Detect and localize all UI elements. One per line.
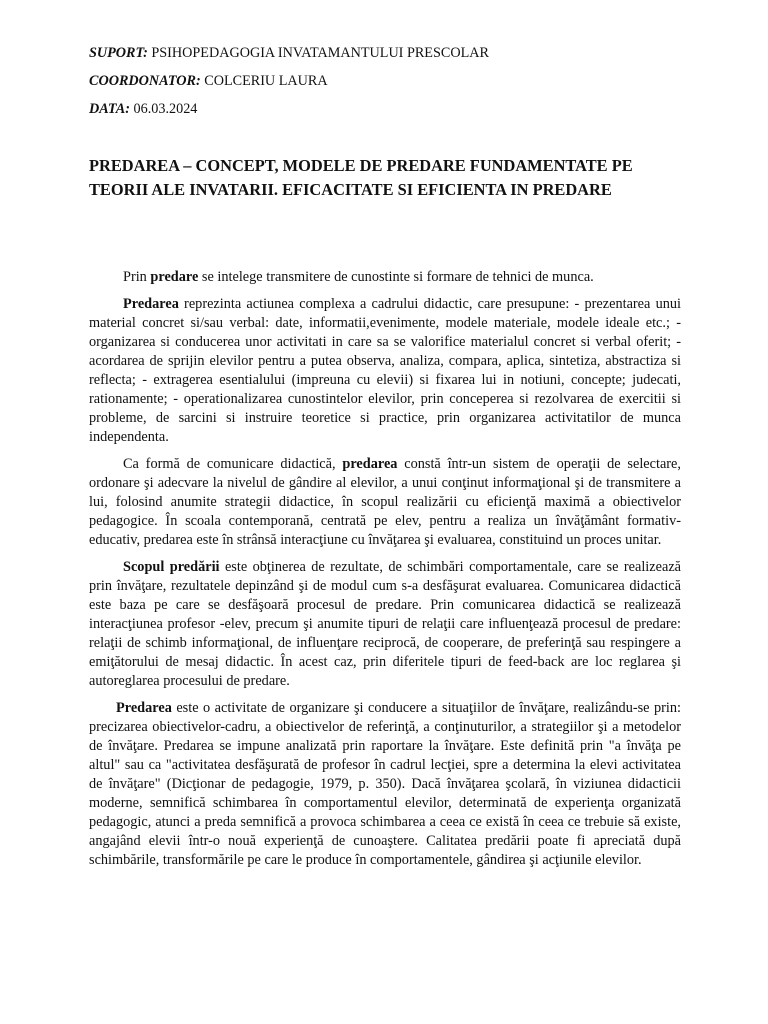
date-label: DATA: — [89, 101, 130, 117]
coordonator-line — [89, 72, 328, 90]
paragraph-3-intro: Ca formă de comunicare didactică, — [123, 456, 343, 472]
document-body — [89, 268, 681, 878]
paragraph-4-text: este obţinerea de rezultate, de schimbări comportamentale, care se realizează prin învăţare, rezultatele depinzând şi de modul cum s-a desfăşurat evaluarea. Comunicarea didactică este baza pe care se desfăşoară procesul de predare. Prin comunicarea didactică se realizează interacţiunea profesor -elev, precum şi anumite tipuri de relaţii care influenţează procesul de predare: relaţii de schimb informaţional, de influenţare reciprocă, de cooperare, de preferinţă sau respingere a emiţătorului de mesaj didactic. În acest caz, prin diferitele tipuri de feed-back are loc reglarea şi autoreglarea procesului de predare. — [89, 559, 682, 689]
paragraph-3 — [89, 455, 681, 550]
paragraph-1-keyword: predare — [150, 269, 199, 285]
suport-label: SUPORT: — [89, 45, 148, 61]
paragraph-1-intro: Prin — [123, 269, 151, 285]
paragraph-2-text: reprezinta actiunea complexa a cadrului didactic, care presupune: - prezentarea unui material concret si/sau verbal: date, informatii,evenimente, modele materiale, modele ideale etc.; - organizarea si conducerea unor activitati in care sa se valorifice materialul concret si verbal oferit; - acordarea de sprijin elevilor pentru a putea observa, analiza, compara, aplica, sintetiza, abstractiza si reflecta; - extragerea esentialului (impreuna cu elevii) si fixarea lui in notiuni, concepte; judecati, rationamente; - operationalizarea cunostintelor elevilor, prin conceperea si rezolvarea de exercitii si probleme, de sarcini si instruire teoretice si practice, prin organizarea activitatilor de munca independenta. — [89, 296, 681, 445]
coordonator-value: COLCERIU LAURA — [200, 73, 328, 89]
paragraph-5 — [89, 699, 681, 870]
document-title: PREDAREA – CONCEPT, MODELE DE PREDARE FUNDAMENTATE PE TEORII ALE INVATARII. EFICACITATE SI EFICIENTA IN PREDARE — [89, 156, 633, 199]
paragraph-5-text: este o activitate de organizare şi conducere a situaţiilor de învăţare, realizându-se prin: precizarea obiectivelor-cadru, a obiectivelor de referinţă, a conţinuturilor, a strategiilor şi a metodelor de învăţare. Predarea se impune analizată prin raportare la învăţare. Este definită prin "a învăţa pe altul" sau ca "activitatea desfăşurată de profesor în cadrul lecţiei, spre a determina la elevi activitatea de învăţare" (Dicţionar de pedagogie, 1979, p. 350). Dacă învăţarea şcolară, în viziunea didacticii moderne, semnifică schimbarea în comportamentul elevilor, determinată de experienţa organizată pedagogic, atunci a preda semnifică a provoca schimbarea a ceea ce există în ceea ce trebuie să existe, angajând elevii într-o nouă experienţă de cunoaştere. Calitatea predării poate fi apreciată după schimbările, transformările pe care le produce în comportamentele, gândirea şi acţiunile elevilor. — [89, 700, 681, 868]
paragraph-2-keyword: Predarea — [123, 296, 179, 312]
date-line — [89, 100, 197, 118]
paragraph-1-text: se intelege transmitere de cunostinte si formare de tehnici de munca. — [198, 269, 594, 285]
paragraph-1 — [89, 268, 681, 287]
suport-value: PSIHOPEDAGOGIA INVATAMANTULUI PRESCOLAR — [147, 45, 489, 61]
paragraph-3-keyword: predarea — [342, 456, 398, 472]
paragraph-3-text: constă într-un sistem de operaţii de selectare, ordonare şi adecvare la nivelul de gândire al elevilor, a unui conţinut informaţional şi de transmitere a lui, folosind anumite strategii didactice, în scopul realizării cu eficienţă maximă a obiectivelor pedagogice. În scoala contemporană, centrată pe elev, pentru a realiza un învăţământ formativ-educativ, predarea este în strânsă interacţiune cu învăţarea şi evaluarea, constituind un proces unitar. — [89, 456, 681, 548]
coordonator-label: COORDONATOR: — [89, 73, 201, 89]
date-value: 06.03.2024 — [130, 101, 198, 117]
paragraph-5-keyword: Predarea — [116, 700, 172, 716]
paragraph-4-keyword: Scopul predării — [123, 559, 220, 575]
paragraph-4 — [89, 558, 681, 691]
suport-line — [89, 44, 489, 62]
paragraph-2 — [89, 295, 681, 447]
